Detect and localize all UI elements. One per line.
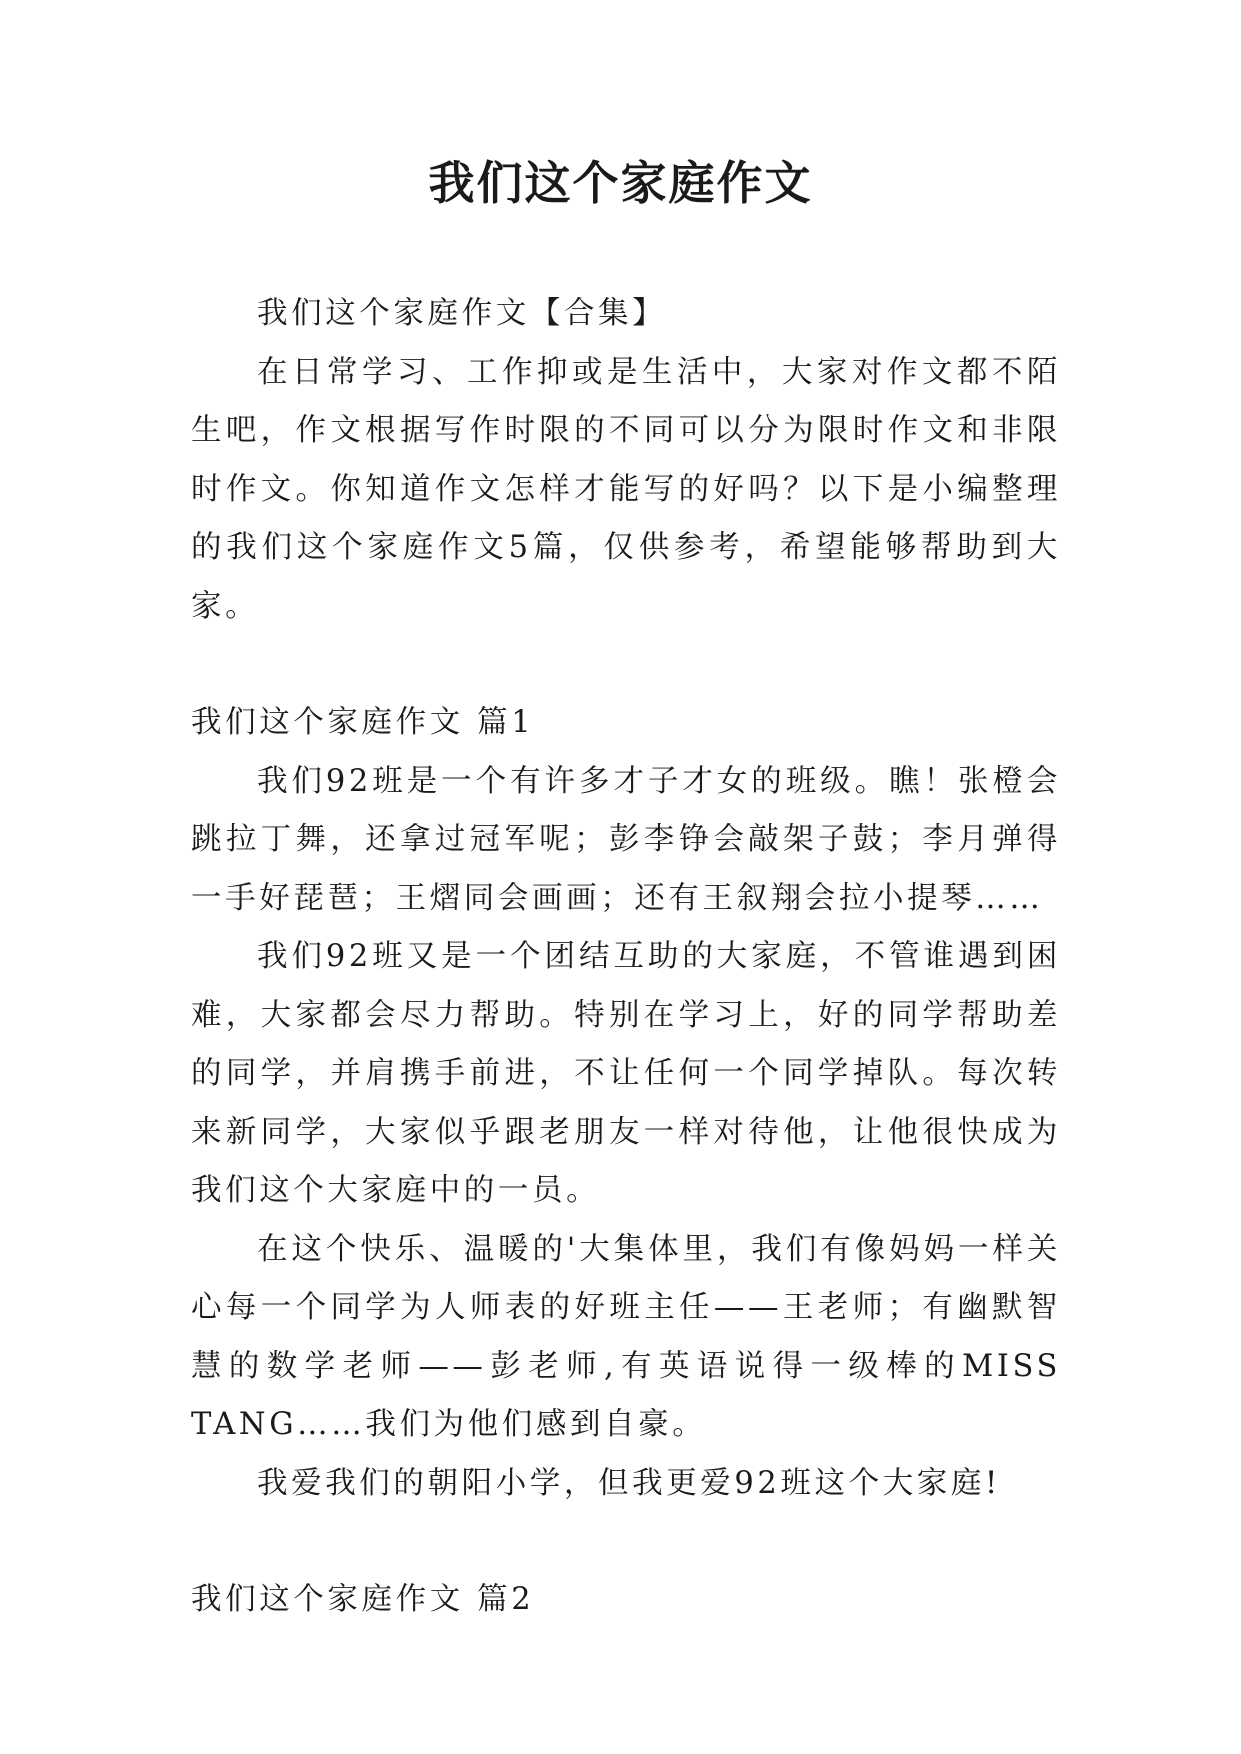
section-1-paragraph-1: 我们92班是一个有许多才子才女的班级。瞧！张橙会跳拉丁舞，还拿过冠军呢；彭李铮会敲架子鼓；李月弹得一手好琵琶；王熠同会画画；还有王叙翔会拉小提琴…… — [191, 763, 1061, 916]
section-1-heading: 我们这个家庭作文 篇1 — [191, 705, 535, 740]
section-1-paragraph-2: 我们92班又是一个团结互助的大家庭，不管谁遇到困难，大家都会尽力帮助。特别在学习上，好的同学帮助差的同学，并肩携手前进，不让任何一个同学掉队。每次转来新同学，大家似乎跟老朋友一样对待他，让他很快成为我们这个大家庭中的一员。 — [191, 939, 1061, 1208]
section-1-paragraph-4: 我爱我们的朝阳小学，但我更爱92班这个大家庭! — [257, 1465, 1001, 1501]
section-1-paragraph-3: 在这个快乐、温暖的'大集体里，我们有像妈妈一样关心每一个同学为人师表的好班主任——王老师；有幽默智慧的数学老师——彭老师,有英语说得一级棒的MISS TANG……我们为他们感到自豪。 — [191, 1231, 1061, 1442]
intro-paragraph: 在日常学习、工作抑或是生活中，大家对作文都不陌生吧，作文根据写作时限的不同可以分为限时作文和非限时作文。你知道作文怎样才能写的好吗？以下是小编整理的我们这个家庭作文5篇，仅供参考，希望能够帮助到大家。 — [191, 354, 1061, 624]
document-subtitle: 我们这个家庭作文【合集】 — [257, 296, 667, 331]
document-body — [191, 285, 1061, 1630]
section-2-heading: 我们这个家庭作文 篇2 — [191, 1582, 535, 1617]
document-title: 我们这个家庭作文 — [428, 156, 813, 210]
